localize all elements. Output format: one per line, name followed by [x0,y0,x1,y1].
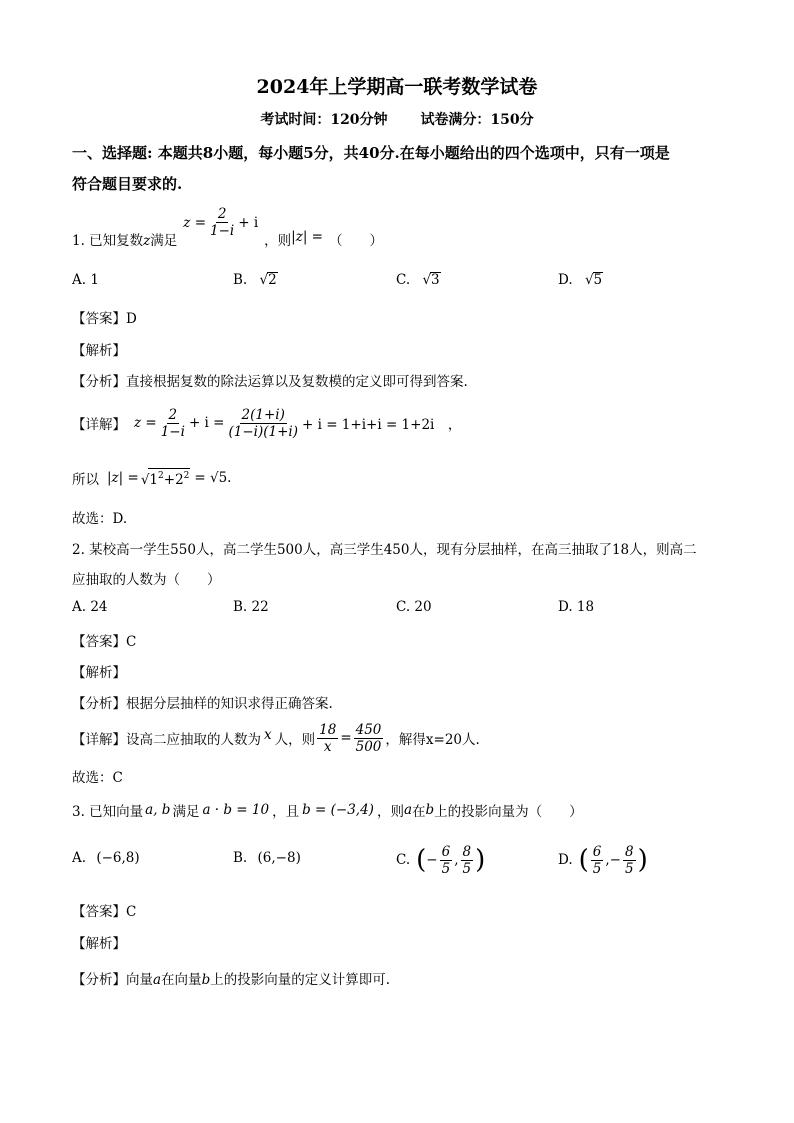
q2-frac2 [354,722,384,755]
q3-option-b [233,850,301,866]
q1-stem [72,205,383,249]
q1-option-b-label: B. [233,272,248,288]
q3-answer: 【答案】C [72,904,137,920]
q3-c-den2: 5 [462,860,472,877]
q3-option-b-value: (6,−8) [257,850,301,866]
q1-option-b [233,272,278,288]
q1-var-z: z [143,233,151,249]
q3-stem-a: 3. 已知向量 [72,804,144,820]
q3-option-c-label: C. [396,852,411,868]
exam-info [0,109,794,129]
q1-option-c [396,272,441,288]
q2-stem-line1: 2. 某校高一学生550人，高二学生500人，高三学生450人，现有分层抽样，在高三抽取了18人，则高二 [72,542,697,558]
q2-frac2-num: 450 [355,721,382,738]
q1-z-eq: z = [183,214,207,231]
q2-eq: = [340,730,352,746]
q3-d-num1: 6 [592,843,602,860]
section-heading-line2: 符合题目要求的. [72,175,183,193]
q2-option-c: C. 20 [396,599,432,615]
q3-fenxi-b: 在向量 [161,972,202,988]
q1-paren: （ ） [328,233,383,249]
q1-stem-b: 满足 [150,233,178,249]
q1-option-b-value: √2 [259,272,277,288]
q3-stem-e: 在 [412,804,426,820]
q2-detail-d: x=20人. [425,732,480,748]
q3-fenxi [72,968,390,988]
q2-frac1-num: 18 [319,721,337,738]
q1-detail-frac2-den: (1−i)(1+i) [228,423,298,440]
q2-detail-a: 【详解】设高二应抽取的人数为 [72,732,261,748]
q1-detail-frac1 [159,407,187,440]
q3-option-a [72,850,140,866]
q1-detail [72,400,461,446]
q2-frac1 [317,722,338,755]
q1-fenxi: 【分析】直接根据复数的除法运算以及复数模的定义即可得到答案. [72,374,468,390]
q1-suoyi-exp1: 2 [158,471,164,481]
q3-b-eq: b = (−3,4) [302,802,374,818]
q3-vec-ab: a, b [145,802,171,818]
q1-suoyi-exp2: 2 [183,471,190,481]
q1-suoyi-base2: 2 [175,472,184,488]
q3-stem-b: 满足 [172,804,200,820]
q1-fraction [208,206,236,239]
full-score: 试卷满分：150分 [420,112,534,128]
q2-detail [72,716,480,760]
q1-answer: 【答案】D [72,311,137,327]
q2-analysis-label: 【解析】 [72,665,126,681]
q1-option-a: A. 1 [72,272,99,288]
q3-option-b-label: B. [233,850,248,866]
q1-detail-label: 【详解】 [72,417,126,433]
q2-option-a: A. 24 [72,599,108,615]
q2-guxuan: 故选：C [72,770,123,786]
q1-frac-den: 1−i [210,223,235,239]
q3-stem [72,800,583,820]
q3-analysis-label: 【解析】 [72,936,126,952]
q1-suoyi-abs: |z| = [107,470,139,486]
q1-suoyi-label: 所以 [72,472,99,488]
q1-sqrt-3: 3 [431,272,440,288]
q1-sqrt-5: 5 [593,272,603,288]
exam-time: 考试时间：120分钟 [260,112,388,128]
q1-detail-frac2 [226,407,300,440]
q3-option-c: C. ( − $\frac{6}{5}$ , $\frac{8}{5}$ ) [396,843,486,877]
section-heading-line1: 一、选择题: 本题共8小题，每小题5分，共40分.在每小题给出的四个选项中，只有一项是 [72,144,670,162]
q1-suoyi [72,468,231,488]
q2-frac1-den: x [323,738,332,755]
q3-option-d-label: D. [558,852,573,868]
q1-stem-a: 1. 已知复数 [72,233,144,249]
q3-option-a-value: (−6,8) [96,850,140,866]
q2-option-b: B. 22 [233,599,269,615]
q2-detail-b: 人，则 [274,732,316,748]
q2-detail-c: ，解得 [385,732,426,748]
q1-guxuan: 故选：D. [72,511,128,527]
q3-b-letter: b [425,802,435,818]
q1-sqrt-2: 2 [268,272,277,288]
q3-stem-d: ，则 [376,804,404,820]
q1-option-d-label: D. [558,272,573,288]
q1-suoyi-base1: 1 [149,472,159,488]
q1-detail-rest: + i = 1+i+i = 1+2i ， [301,417,462,433]
q3-fenxi-c: 上的投影向量的定义计算即可. [210,972,391,988]
q2-detail-x: x [264,727,272,743]
q3-option-a-label: A. [72,850,87,866]
q3-c-num1: 6 [441,843,451,860]
q1-plus-i: + i [238,214,259,231]
q3-fenxi-b-letter: b [201,972,211,988]
q1-option-c-label: C. [396,272,411,288]
q1-frac-num: 2 [217,206,227,222]
q3-d-den1: 5 [592,860,602,877]
q1-suoyi-sqrt: $√1^2+2^2$ [141,468,191,488]
q1-detail-frac1-den: 1−i [160,423,185,440]
q1-formula [183,206,258,239]
q2-frac2-den: 500 [355,738,382,755]
q1-detail-frac1-num: 2 [168,406,178,423]
q1-detail-frac2-num: 2(1+i) [241,406,285,423]
q1-option-d [558,272,603,288]
q3-fenxi-a-letter: a [153,972,162,988]
q1-suoyi-result: = √5. [194,470,232,486]
q3-c-den1: 5 [441,860,451,877]
q3-a-letter: a [403,802,413,818]
q1-detail-plus-i: + i = [188,415,225,431]
q1-abs-z: |z| = [291,229,323,245]
q3-d-num2: 8 [625,843,634,860]
q3-stem-f: 上的投影向量为（ ） [434,804,583,820]
q2-option-d: D. 18 [558,599,595,615]
q3-dot: a · b = 10 [202,802,270,818]
q3-fenxi-a: 【分析】向量 [72,972,153,988]
q2-stem-line2: 应抽取的人数为（ ） [72,572,221,588]
q2-answer: 【答案】C [72,634,137,650]
q3-c-num2: 8 [462,843,472,860]
q2-fenxi: 【分析】根据分层抽样的知识求得正确答案. [72,696,333,712]
q1-option-c-value: √3 [422,272,440,288]
q3-stem-c: ，且 [272,804,300,820]
q1-stem-c: ，则 [264,233,292,249]
page-title: 2024年上学期高一联考数学试卷 [256,76,538,98]
q3-d-den2: 5 [625,860,634,877]
q1-analysis-label: 【解析】 [72,343,126,359]
q3-option-d: D. ( $\frac{6}{5}$ ,− $\frac{8}{5}$ ) [558,843,648,877]
q1-detail-z: z = [134,415,157,431]
q1-option-d-value: √5 [584,272,603,288]
